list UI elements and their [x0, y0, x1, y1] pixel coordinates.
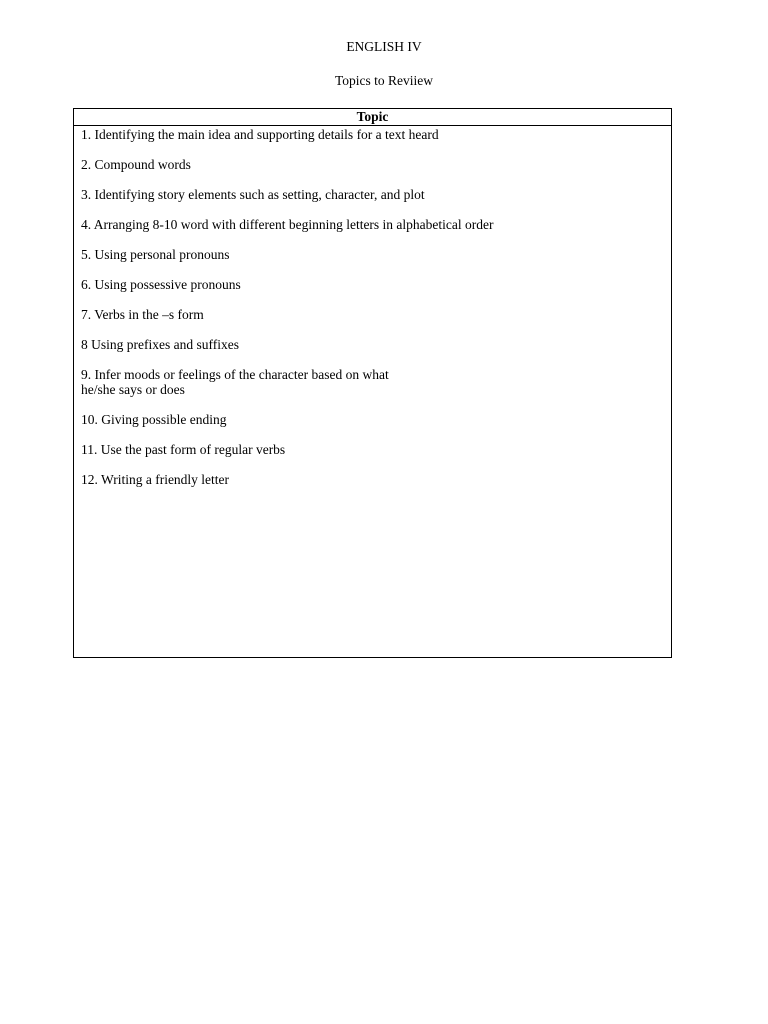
document-subtitle: Topics to Reviiew — [334, 73, 434, 88]
topic-row: 7. Verbs in the –s form — [81, 307, 204, 322]
topic-list — [74, 127, 671, 487]
topic-row: 1. Identifying the main idea and supporting details for a text heard — [81, 127, 439, 142]
topic-row: 8 Using prefixes and suffixes — [81, 337, 239, 352]
topic-row: 10. Giving possible ending — [81, 412, 227, 427]
topic-row: 4. Arranging 8-10 word with different beginning letters in alphabetical order — [81, 217, 494, 232]
topic-row: 9. Infer moods or feelings of the character based on what he/she says or does — [81, 367, 389, 397]
topic-row: 11. Use the past form of regular verbs — [81, 442, 286, 457]
topic-row: 5. Using personal pronouns — [81, 247, 230, 262]
topics-table — [73, 108, 672, 658]
topic-row: 6. Using possessive pronouns — [81, 277, 241, 292]
topic-row: 3. Identifying story elements such as setting, character, and plot — [81, 187, 425, 202]
document-title: ENGLISH IV — [346, 39, 422, 54]
topic-row: 12. Writing a friendly letter — [81, 472, 230, 487]
topic-row: 2. Compound words — [81, 157, 191, 172]
table-header-topic: Topic — [74, 109, 671, 126]
